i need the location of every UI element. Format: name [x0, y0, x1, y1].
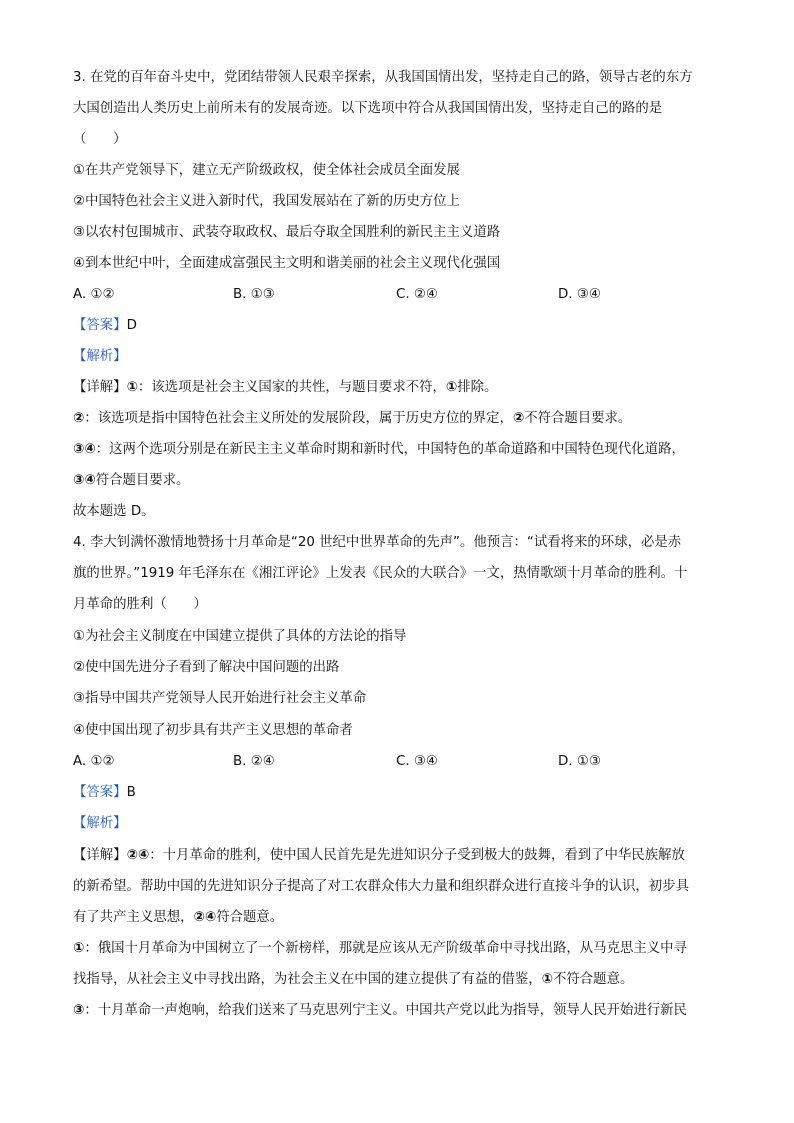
q4-item-4: ④使中国出现了初步具有共产主义思想的革命者: [73, 723, 353, 738]
answer-tag: 【答案】: [73, 318, 127, 333]
q3-analysis-tag: [73, 347, 127, 367]
q3-item-2: ②中国特色社会主义进入新时代，我国发展站在了新的历史方位上: [73, 194, 460, 209]
detail-text: 排除。: [457, 380, 498, 395]
q3-item-3: ③以农村包围城市、武装夺取政权、最后夺取全国胜利的新民主主义道路: [73, 225, 501, 240]
q3-conclusion: 故本题选 D。: [73, 504, 155, 519]
q3-item-1: ①在共产党领导下，建立无产阶级政权，使全体社会成员全面发展: [73, 163, 460, 178]
q4-analysis-tag: [73, 814, 127, 834]
q3-detail-1: [73, 378, 497, 398]
q3-option-d: D. ③④: [558, 287, 601, 302]
q4-option-d: D. ①③: [558, 754, 601, 769]
q4-detail-2-line2: [73, 970, 633, 990]
option-marker: ③④: [73, 473, 96, 488]
q4-option-b: B. ②④: [233, 754, 275, 769]
q3-options: [73, 285, 733, 305]
detail-text: 有了共产主义思想，: [73, 910, 194, 925]
q4-option-a: A. ①②: [73, 754, 115, 769]
option-marker: ①: [126, 380, 138, 395]
q3-option-b: B. ①③: [233, 287, 275, 302]
q3-option-a: A. ①②: [73, 287, 115, 302]
option-marker: ①: [73, 941, 85, 956]
detail-text: ：十月革命的胜利，使中国人民首先是先进知识分子受到极大的鼓舞，看到了中华民族解放: [149, 848, 685, 863]
detail-text: 符合题目要求。: [95, 473, 190, 488]
detail-text: 找指导，从社会主义中寻找出路，为社会主义在中国的建立提供了有益的借鉴，: [73, 972, 542, 987]
detail-text: ：俄国十月革命为中国树立了一个新榜样，那就是应该从无产阶级革命中寻找出路，从马克思主义中寻: [84, 941, 687, 956]
q4-answer: [73, 783, 136, 803]
q3-option-c: C. ②④: [396, 287, 438, 302]
detail-tag: 【详解】: [73, 380, 127, 395]
detail-text: ：该选项是指中国特色社会主义所处的发展阶段，属于历史方位的界定，: [84, 411, 513, 426]
q3-item-4: ④到本世纪中叶，全面建成富强民主文明和谐美丽的社会主义现代化强国: [73, 256, 501, 271]
option-marker: ①: [445, 380, 458, 395]
q4-item-3: ③指导中国共产党领导人民开始进行社会主义革命: [73, 691, 367, 706]
option-marker: ②: [512, 411, 525, 426]
q3-detail-4: [73, 471, 189, 491]
q3-detail-3: [73, 440, 685, 460]
q4-stem-line3: 月革命的胜利（ ）: [73, 597, 207, 612]
q4-option-c: C. ③④: [396, 754, 438, 769]
option-marker: ②④: [126, 848, 150, 863]
detail-text: 不符合题目要求。: [524, 411, 632, 426]
q4-item-1: ①为社会主义制度在中国建立提供了具体的方法论的指导: [73, 629, 407, 644]
detail-tag: 【详解】: [73, 848, 127, 863]
q3-stem-line3: （ ）: [73, 132, 127, 147]
q4-detail-1-line2: 的新希望。帮助中国的先进知识分子提高了对工农群众伟大力量和组织群众进行直接斗争的认识，初步具: [73, 879, 689, 894]
answer-value: D: [126, 318, 137, 333]
q4-detail-3: [73, 1001, 687, 1021]
option-marker: ③: [73, 1003, 85, 1018]
detail-text: 符合题意。: [216, 910, 284, 925]
q4-detail-1: [73, 846, 685, 866]
analysis-tag: 【解析】: [73, 349, 127, 364]
answer-tag: 【答案】: [73, 785, 127, 800]
q4-detail-1-line3: [73, 908, 283, 928]
detail-text: ：该选项是社会主义国家的共性，与题目要求不符，: [137, 380, 446, 395]
q3-answer: [73, 316, 137, 336]
q3-detail-2: [73, 409, 631, 429]
option-marker: ①: [541, 972, 554, 987]
detail-text: 不符合题意。: [553, 972, 634, 987]
q4-detail-2: [73, 939, 687, 959]
option-marker: ③④: [73, 442, 96, 457]
option-marker: ②④: [193, 910, 217, 925]
q4-item-2: ②使中国先进分子看到了解决中国问题的出路: [73, 660, 340, 675]
q3-stem-line2: 大国创造出人类历史上前所未有的发展奇迹。以下选项中符合从我国国情出发，坚持走自己的路的是: [73, 101, 663, 116]
q3-stem-line1: 3. 在党的百年奋斗史中，党团结带领人民艰辛探索，从我国国情出发，坚持走自己的路，领导古老的东方: [73, 70, 693, 85]
option-marker: ②: [73, 411, 85, 426]
q4-stem-line1: 4. 李大钊满怀激情地赞扬十月革命是“20 世纪中世界革命的先声”。他预言：“试看将来的环球，必是赤: [73, 535, 682, 550]
analysis-tag: 【解析】: [73, 816, 127, 831]
detail-text: ：这两个选项分别是在新民主主义革命时期和新时代，中国特色的革命道路和中国特色现代化道路，: [95, 442, 685, 457]
detail-text: ：十月革命一声炮响，给我们送来了马克思列宁主义。中国共产党以此为指导，领导人民开始进行新民: [84, 1003, 687, 1018]
answer-value: B: [126, 785, 136, 800]
q4-stem-line2: 旗的世界。”1919 年毛泽东在《湘江评论》上发表《民众的大联合》一文，热情歌颂十月革命的胜利。十: [73, 566, 688, 581]
q4-options: [73, 752, 733, 772]
